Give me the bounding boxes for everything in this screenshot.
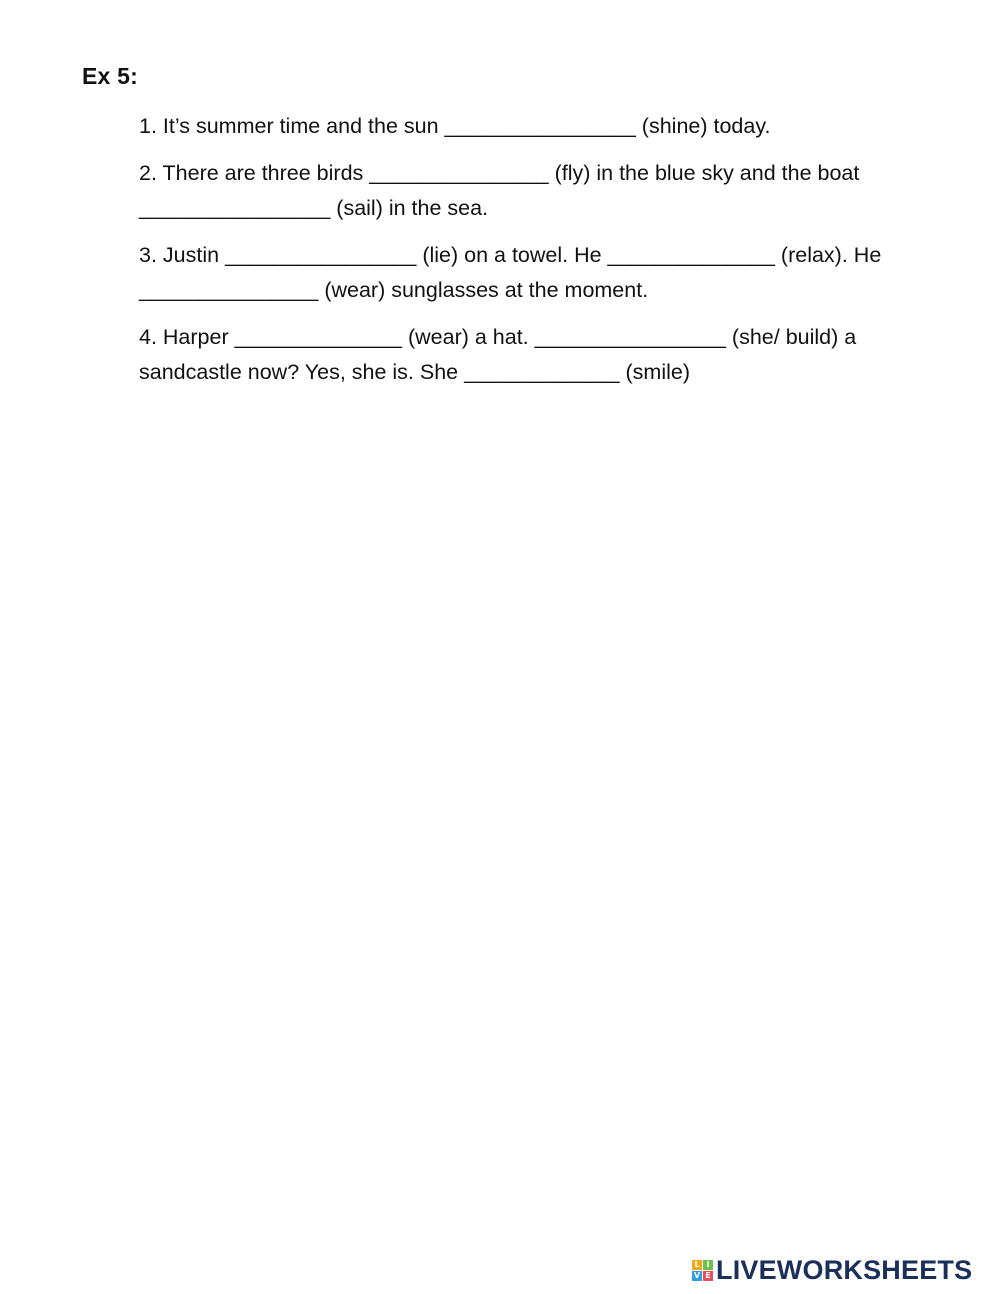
liveworksheets-logo bbox=[692, 1255, 972, 1285]
exercise-item-1: 1. It’s summer time and the sun ________________ (shine) today. bbox=[139, 114, 771, 138]
logo-mark-cell: E bbox=[703, 1271, 713, 1281]
exercise-heading: Ex 5: bbox=[82, 63, 138, 89]
logo-mark-icon bbox=[692, 1260, 713, 1281]
exercise-item-4: 4. Harper ______________ (wear) a hat. ________________ (she/ build) a sandcastle now? Yes, she is. She _____________ (smile) bbox=[139, 325, 857, 384]
logo-mark-cell: V bbox=[693, 1270, 701, 1280]
exercise-item-2: 2. There are three birds _______________ (fly) in the blue sky and the boat ________________ (sail) in the sea. bbox=[139, 161, 860, 220]
logo-text: LIVEWORKSHEETS bbox=[716, 1254, 973, 1285]
exercise-list bbox=[139, 109, 929, 402]
logo-mark-cell: L bbox=[692, 1260, 702, 1270]
exercise-item-3: 3. Justin ________________ (lie) on a towel. He ______________ (relax). He _______________ (wear) sunglasses at the moment. bbox=[139, 243, 882, 302]
logo-mark-cell: I bbox=[703, 1260, 713, 1270]
